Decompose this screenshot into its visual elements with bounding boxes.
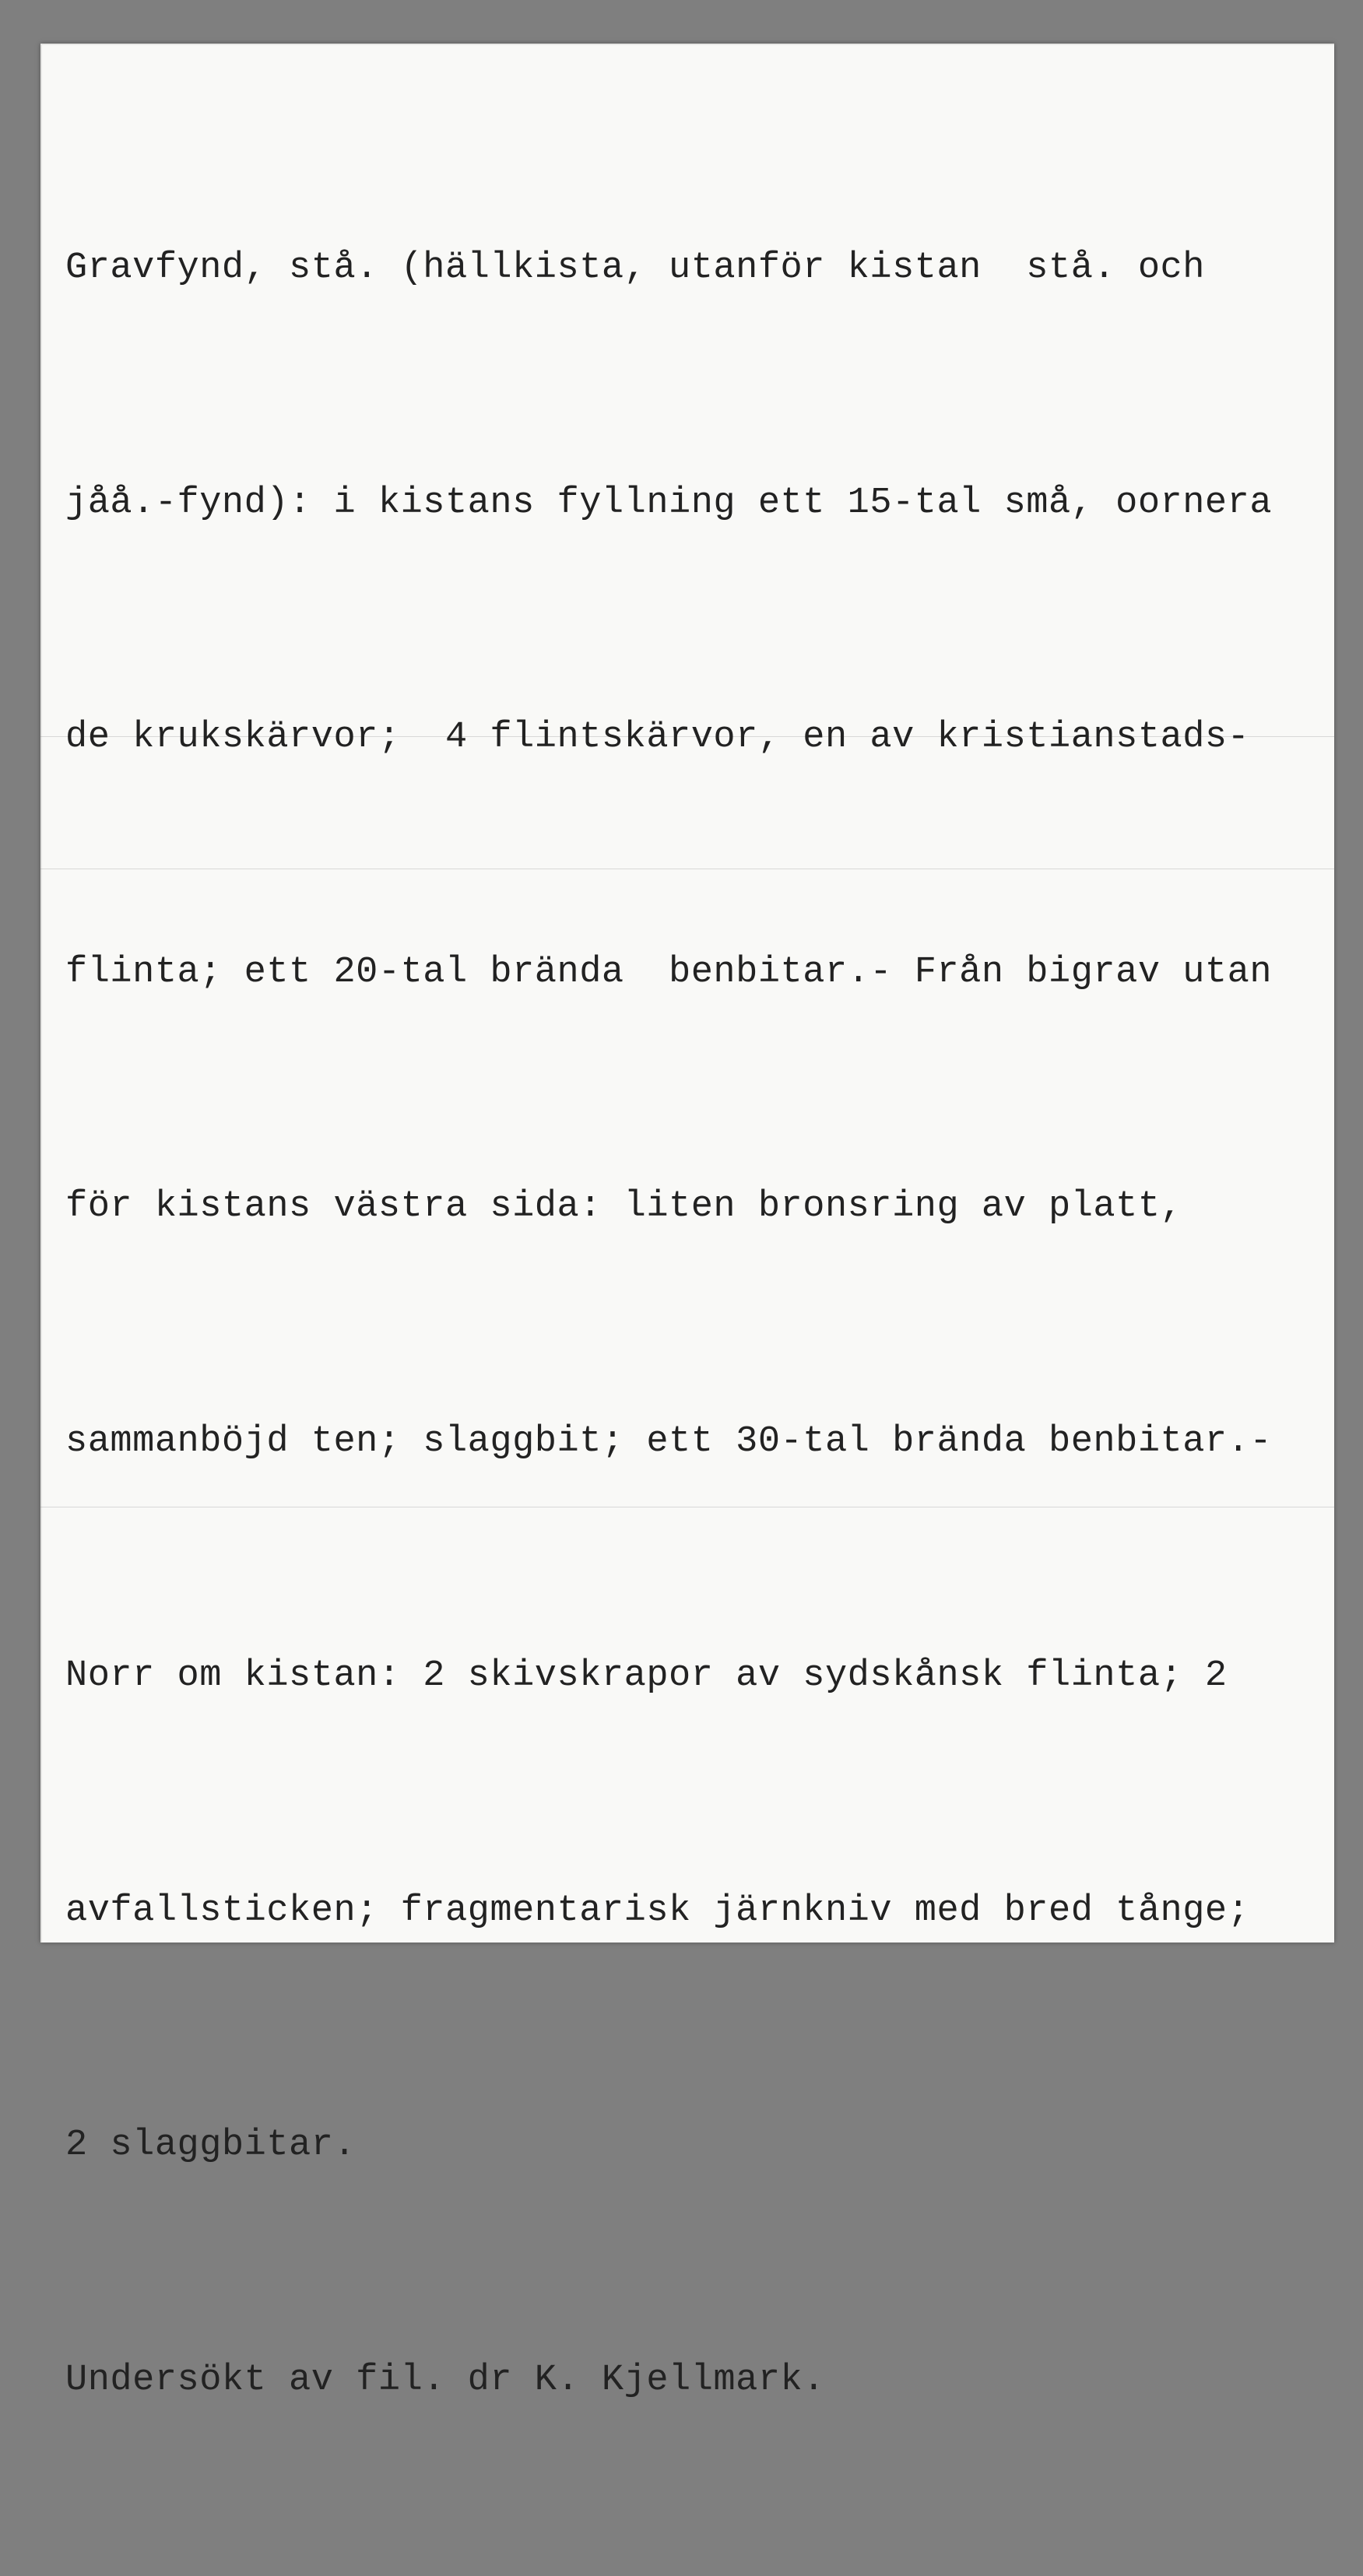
text-line: Norr om kistan: 2 skivskrapor av sydskånsk flinta; 2 [65, 1655, 1228, 1697]
text-line: 2 slaggbitar. [65, 2125, 357, 2166]
text-line: för kistans västra sida: liten bronsring av platt, [65, 1186, 1183, 1227]
index-card [40, 44, 1334, 2401]
text-line: flinta; ett 20-tal brända benbitar.- Från bigrav utan [65, 951, 1273, 993]
text-line: sammanböjd ten; slaggbit; ett 30-tal brända benbitar.- [65, 1420, 1273, 1462]
text-line: de krukskärvor; 4 flintskärvor, en av kristianstads- [65, 717, 1250, 758]
text-line: Undersökt av fil. dr K. Kjellmark. [65, 2359, 825, 2401]
text-line: Gravfynd, stå. (hällkista, utanför kistan stå. och [65, 247, 1205, 289]
typed-text-block [65, 73, 1334, 2576]
text-line: jåå.-fynd): i kistans fyllning ett 15-tal små, oornera [65, 482, 1273, 524]
text-line: avfallstiсken; fragmentarisk järnkniv med bred tånge; [65, 1890, 1250, 1932]
